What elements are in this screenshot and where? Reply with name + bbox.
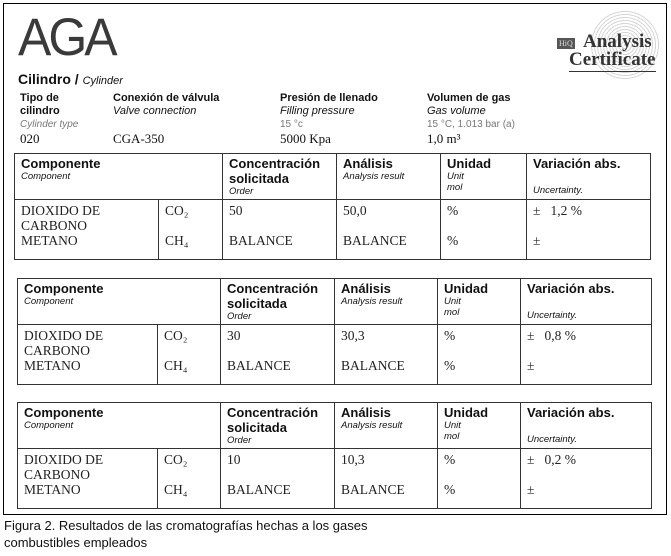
header-analysis: Análisis Analysis result — [335, 403, 438, 449]
unit-values: % % — [438, 325, 521, 385]
table-header-row — [18, 403, 652, 449]
table-row — [18, 325, 652, 385]
header-variation: Variación abs. Uncertainty. — [521, 403, 652, 449]
cert-line-2: Certificate — [569, 49, 656, 70]
header-concentration: Concentración solicitada Order — [221, 279, 335, 325]
order-values: 50 BALANCE — [223, 200, 337, 260]
uncertainty-values: ± 1,2 % ± — [527, 200, 651, 260]
table-row — [15, 200, 651, 260]
aga-logo: AGA — [18, 7, 115, 67]
unit-values: % % — [441, 200, 527, 260]
cylinder-heading: Cilindro / Cylinder — [18, 71, 123, 87]
filling-pressure: Presión de llenado Filling pressure 15 °c 5000 Kpa — [280, 92, 378, 146]
header-concentration: Concentración solicitada Order — [221, 403, 335, 449]
cert-line-1: Analysis — [583, 31, 652, 52]
analysis-certificate-logo — [555, 22, 660, 80]
formulas: CO₂ CH₄ — [159, 200, 223, 260]
table-row — [18, 449, 652, 509]
header-analysis: Análisis Analysis result — [335, 279, 438, 325]
table-header-row — [18, 279, 652, 325]
cylinder-type: Tipo de cilindro Cylinder type 020 — [20, 92, 79, 146]
header-component: Componente Component — [18, 279, 221, 325]
header-analysis: Análisis Analysis result — [337, 154, 441, 200]
order-values: 30 BALANCE — [221, 325, 335, 385]
hiq-badge: HiQ — [559, 39, 573, 48]
result-values: 10,3 BALANCE — [335, 449, 438, 509]
analysis-table-3 — [17, 402, 652, 509]
header-concentration: Concentración solicitada Order — [223, 154, 337, 200]
header-unit: Unidad Unit mol — [438, 403, 521, 449]
result-values: 30,3 BALANCE — [335, 325, 438, 385]
header-unit: Unidad Unit mol — [438, 279, 521, 325]
unit-values: % % — [438, 449, 521, 509]
analysis-table-2 — [17, 278, 652, 385]
component-names: DIOXIDO DE CARBONO METANO — [18, 449, 158, 509]
uncertainty-values: ± 0,8 % ± — [521, 325, 652, 385]
component-names: DIOXIDO DE CARBONO METANO — [18, 325, 158, 385]
valve-connection: Conexión de válvula Valve connection CGA-350 — [113, 92, 220, 146]
table-header-row — [15, 154, 651, 200]
order-values: 10 BALANCE — [221, 449, 335, 509]
header-variation: Variación abs. Uncertainty. — [521, 279, 652, 325]
formulas: CO₂ CH₄ — [158, 449, 221, 509]
header-component: Componente Component — [18, 403, 221, 449]
header-unit: Unidad Unit mol — [441, 154, 527, 200]
component-names: DIOXIDO DE CARBONO METANO — [15, 200, 159, 260]
formulas: CO₂ CH₄ — [158, 325, 221, 385]
header-component: Componente Component — [15, 154, 223, 200]
analysis-table-1 — [14, 153, 651, 260]
header-variation: Variación abs. Uncertainty. — [527, 154, 651, 200]
figure-caption: Figura 2. Resultados de las cromatografías hechas a los gases combustibles empleados — [4, 518, 368, 550]
uncertainty-values: ± 0,2 % ± — [521, 449, 652, 509]
result-values: 50,0 BALANCE — [337, 200, 441, 260]
gas-volume: Volumen de gas Gas volume 15 °C, 1.013 bar (a) 1,0 m³ — [427, 92, 515, 146]
